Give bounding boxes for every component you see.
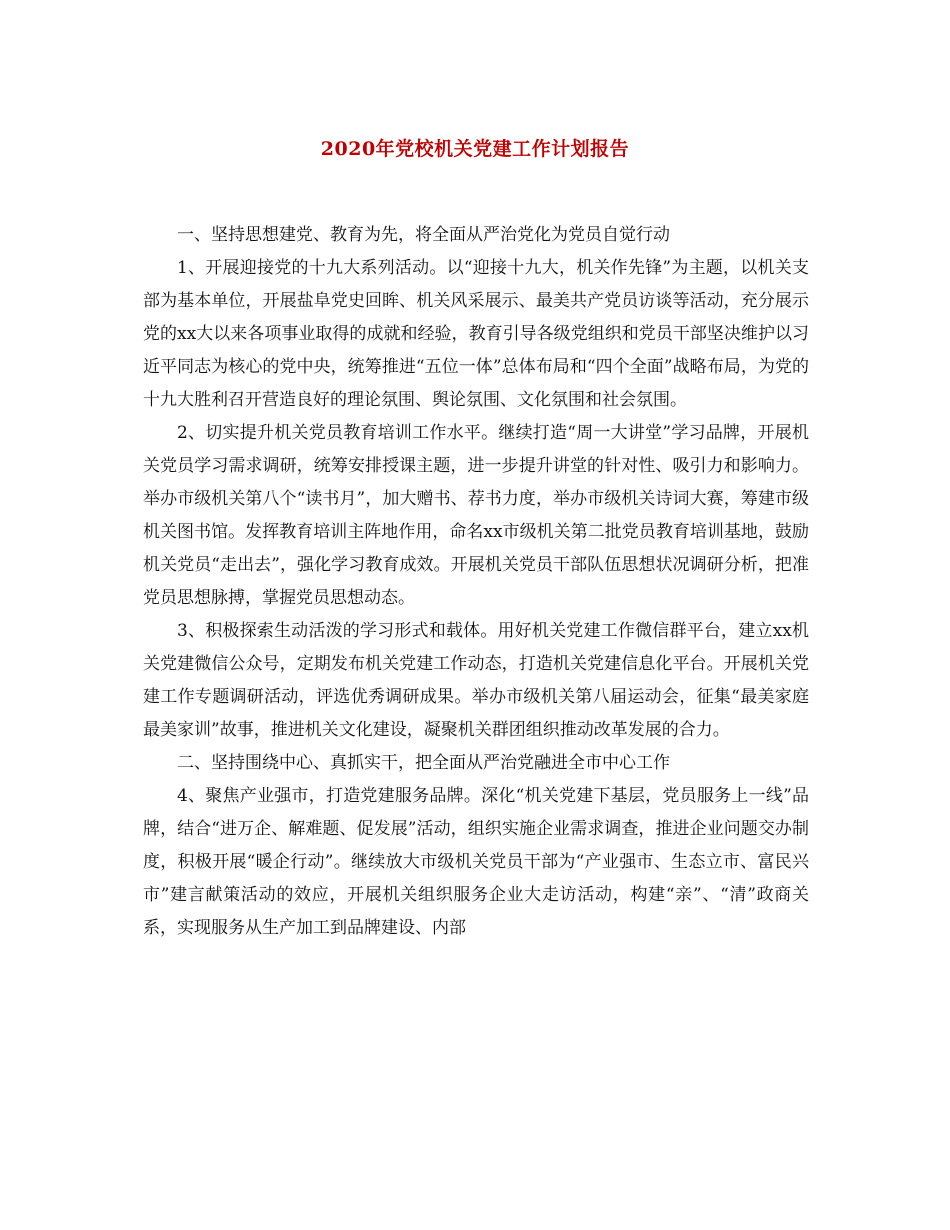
section-heading-2: 二、坚持围绕中心、真抓实干，把全面从严治党融进全市中心工作: [177, 753, 670, 773]
paragraph-3: 3、积极探索生动活泼的学习形式和载体。用好机关党建工作微信群平台，建立xx机关党建微信公众号，定期发布机关党建工作动态，打造机关党建信息化平台。开展机关党建工作专题调研活动，评选优秀调研成果。举办市级机关第八届运动会，征集“最美家庭最美家训”故事，推进机关文化建设，凝聚机关群团组织推动改革发展的合力。: [143, 621, 809, 740]
document-title: 2020年党校机关党建工作计划报告: [320, 138, 630, 160]
paragraph-4: 4、聚焦产业强市，打造党建服务品牌。深化“机关党建下基层，党员服务上一线”品牌，结合“进万企、解难题、促发展”活动，组织实施企业需求调查，推进企业问题交办制度，积极开展“暖企行动”。继续放大市级机关党员干部为“产业强市、生态立市、富民兴市”建言献策活动的效应，开展机关组织服务企业大走访活动，构建“亲”、“清”政商关系，实现服务从生产加工到品牌建设、内部: [143, 786, 809, 938]
section-heading-1: 一、坚持思想建党、教育为先，将全面从严治党化为党员自觉行动: [177, 225, 670, 245]
paragraph-1: 1、开展迎接党的十九大系列活动。以“迎接十九大，机关作先锋”为主题，以机关支部为基本单位，开展盐阜党史回眸、机关风采展示、最美共产党员访谈等活动，充分展示党的xx大以来各项事业取得的成就和经验，教育引导各级党组织和党员干部坚决维护以习近平同志为核心的党中央，统筹推进“五位一体”总体布局和“四个全面”战略布局，为党的十九大胜利召开营造良好的理论氛围、舆论氛围、文化氛围和社会氛围。: [143, 258, 809, 410]
paragraph-2: 2、切实提升机关党员教育培训工作水平。继续打造“周一大讲堂”学习品牌，开展机关党员学习需求调研，统筹安排授课主题，进一步提升讲堂的针对性、吸引力和影响力。举办市级机关第八个“读书月”，加大赠书、荐书力度，举办市级机关诗词大赛，筹建市级机关图书馆。发挥教育培训主阵地作用，命名xx市级机关第二批党员教育培训基地，鼓励机关党员“走出去”，强化学习教育成效。开展机关党员干部队伍思想状况调研分析，把准党员思想脉搏，掌握党员思想动态。: [143, 423, 809, 608]
document-body: [143, 219, 809, 945]
